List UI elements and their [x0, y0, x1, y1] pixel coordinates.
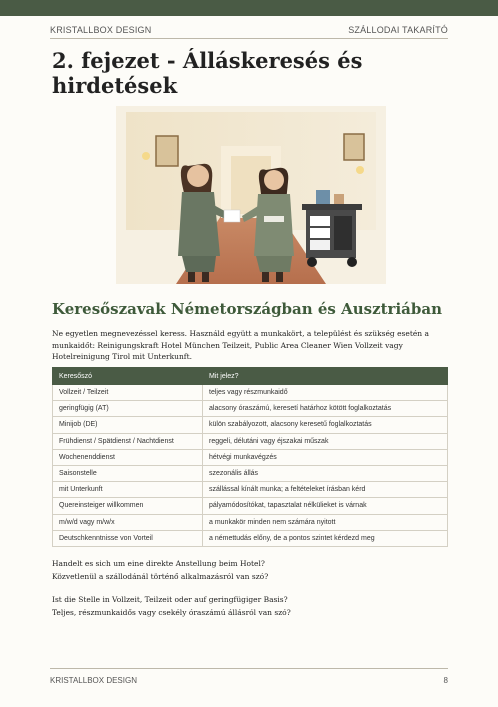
footer-divider [50, 668, 448, 669]
keyword-cell: Vollzeit / Teilzeit [53, 385, 203, 401]
table-row [53, 498, 448, 514]
column-header: Keresőszó [53, 368, 203, 385]
meaning-cell: szállással kínált munka; a feltételeket írásban kérd [203, 482, 448, 498]
question-hungarian: Teljes, részmunkaidős vagy csekély óraszámú állásról van szó? [52, 607, 291, 617]
table-header-row [53, 368, 448, 385]
table-row [53, 433, 448, 449]
chapter-title-line-2: hirdetések [52, 73, 178, 98]
chapter-title [52, 48, 452, 98]
keyword-cell: Saisonstelle [53, 465, 203, 481]
keyword-cell: mit Unterkunft [53, 482, 203, 498]
table-row [53, 401, 448, 417]
keyword-cell: Wochenenddienst [53, 449, 203, 465]
question-hungarian: Közvetlenül a szállodánál történő alkalmazásról van szó? [52, 571, 269, 581]
meaning-cell: a munkakör minden nem számára nyitott [203, 514, 448, 530]
meaning-cell: reggeli, délutáni vagy éjszakai műszak [203, 433, 448, 449]
chapter-title-line-1: 2. fejezet - Álláskeresés és [52, 48, 363, 73]
header-brand: KRISTALLBOX DESIGN [50, 25, 152, 35]
header-divider [50, 38, 448, 39]
table-row [53, 385, 448, 401]
section-heading: Keresőszavak Németországban és Ausztriában [52, 300, 442, 318]
table-row [53, 530, 448, 546]
keyword-cell: Quereinsteiger willkommen [53, 498, 203, 514]
meaning-cell: szezonális állás [203, 465, 448, 481]
header-section: SZÁLLODAI TAKARÍTÓ [348, 25, 448, 35]
meaning-cell: külön szabályozott, alacsony keresetű foglalkoztatás [203, 417, 448, 433]
hotel-staff-illustration [116, 106, 386, 284]
question-block-2 [52, 594, 452, 619]
meaning-cell: hétvégi munkavégzés [203, 449, 448, 465]
question-german: Ist die Stelle in Vollzeit, Teilzeit oder auf geringfügiger Basis? [52, 595, 288, 604]
footer-brand: KRISTALLBOX DESIGN [50, 676, 137, 685]
table-row [53, 514, 448, 530]
meaning-cell: a némettudás előny, de a pontos szintet kérdezd meg [203, 530, 448, 546]
meaning-cell: teljes vagy részmunkaidő [203, 385, 448, 401]
table-row [53, 417, 448, 433]
meaning-cell: pályamódosítókat, tapasztalat nélkülieket is várnak [203, 498, 448, 514]
keyword-cell: geringfügig (AT) [53, 401, 203, 417]
column-header: Mit jelez? [203, 368, 448, 385]
intro-paragraph: Ne egyetlen megnevezéssel keress. Használd együtt a munkakört, a települést és szükség esetén a munkaidőt: Reinigungskraft Hotel München Teilzeit, Public Area Cleaner Wien Vollzeit vagy Hotelreinigung Tirol mit Unterkunft. [52, 329, 429, 361]
page-number: 8 [443, 676, 448, 685]
table-row [53, 465, 448, 481]
table-row [53, 482, 448, 498]
keyword-cell: Deutschkenntnisse von Vorteil [53, 530, 203, 546]
meaning-cell: alacsony óraszámú, keresetí határhoz kötött foglalkoztatás [203, 401, 448, 417]
question-german: Handelt es sich um eine direkte Anstellung beim Hotel? [52, 559, 265, 568]
keyword-table [52, 367, 448, 547]
keyword-cell: Minijob (DE) [53, 417, 203, 433]
table-row [53, 449, 448, 465]
keyword-cell: m/w/d vagy m/w/x [53, 514, 203, 530]
question-block-1 [52, 558, 452, 583]
top-color-bar [0, 0, 498, 16]
keyword-cell: Frühdienst / Spätdienst / Nachtdienst [53, 433, 203, 449]
